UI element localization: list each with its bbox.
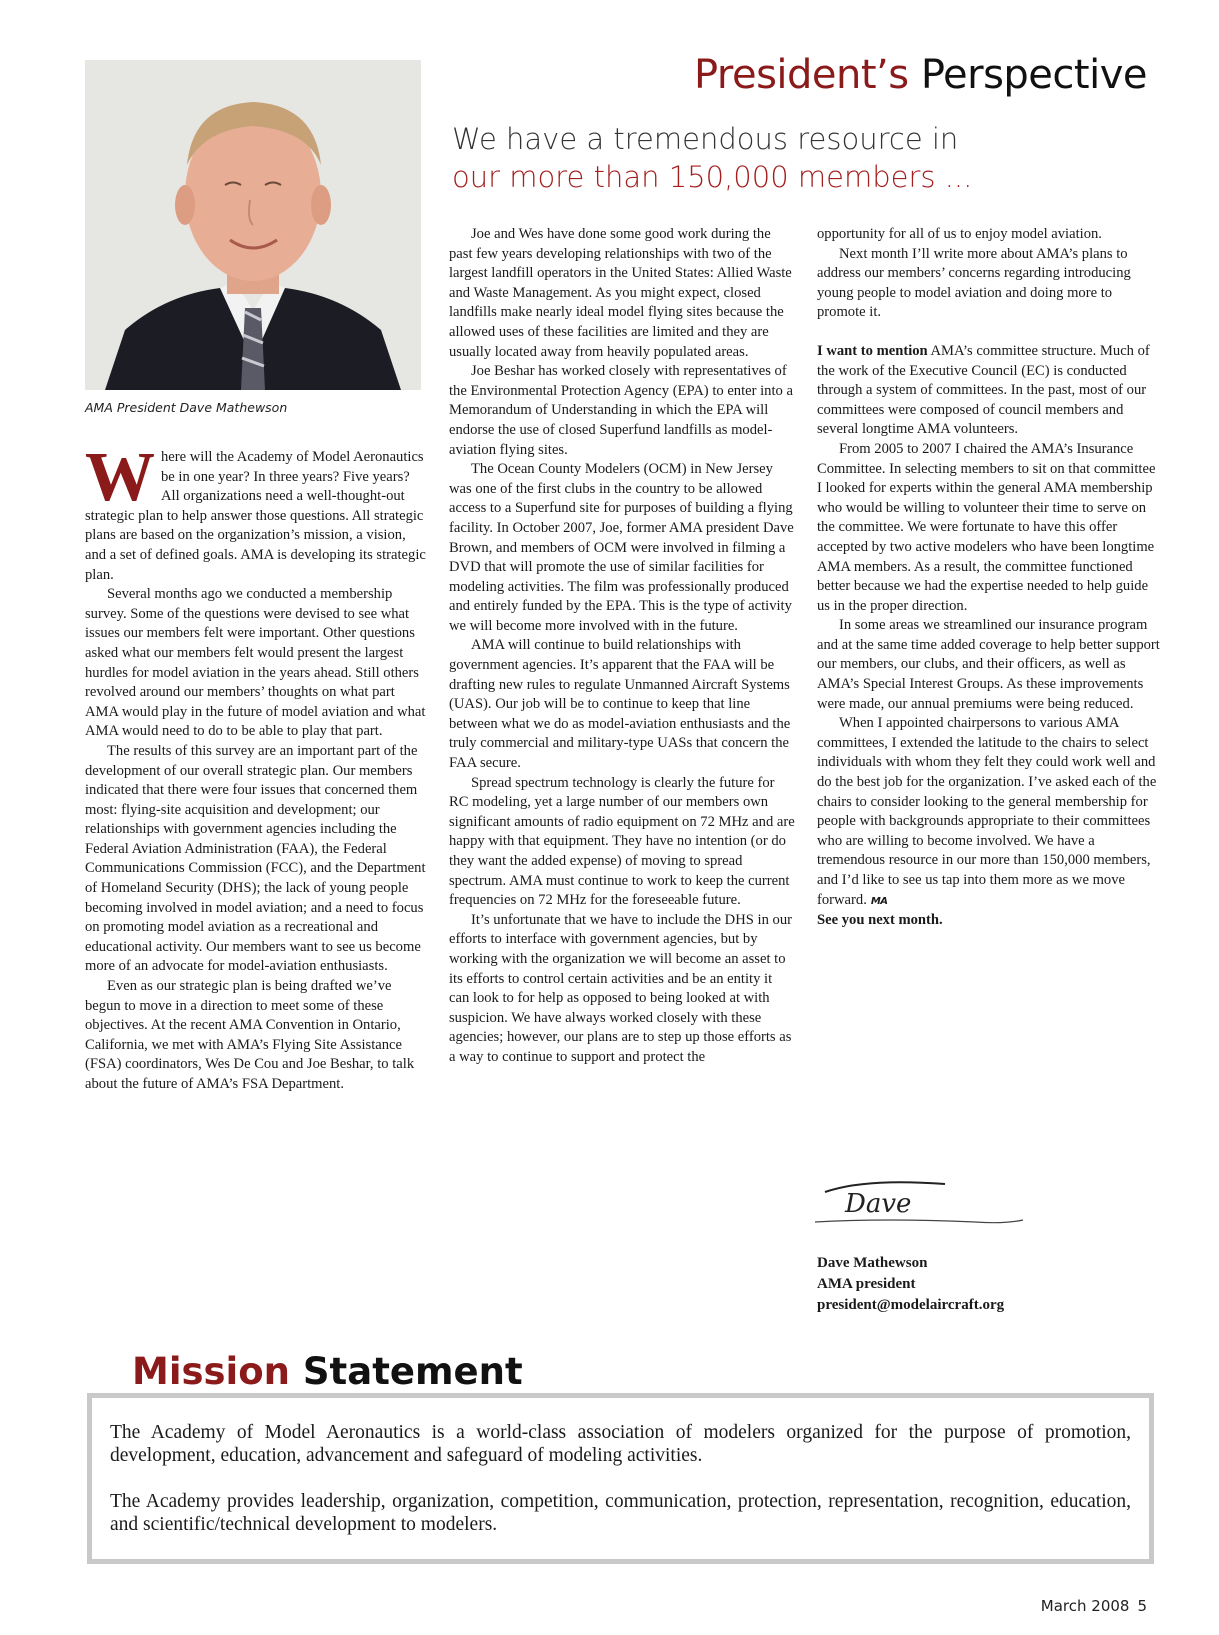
article-paragraph: Joe Beshar has worked closely with representatives of the Environmental Protection Agency (EPA) to enter into a Memorandum of Understanding in which the EPA will endorse the use of closed Superfund landfills as model-aviation flying sites.: [449, 363, 793, 458]
issue-date: March 2008: [1040, 1597, 1130, 1615]
pull-quote-line-1: We have a tremendous resource in: [452, 122, 959, 156]
president-photo: [85, 60, 421, 390]
handwritten-signature: [805, 1170, 1030, 1240]
article-paragraph: AMA will continue to build relationships with government agencies. It’s apparent that the FAA will be drafting new rules to regulate Unmanned Aircraft Systems (UAS). Our job will be to continue to keep that line between what we do as model-aviation enthusiasts and the truly commercial and military-type UASs that concern the FAA secure.: [449, 637, 791, 772]
article-paragraph: [817, 714, 1163, 911]
mission-paragraph: The Academy provides leadership, organization, competition, communication, protection, representation, recognition, education, and scientific/technical development to modelers.: [110, 1491, 1131, 1535]
article-opening-text: here will the Academy of Model Aeronautics be in one year? In three years? Five years? All organizations need a well-thought-out strategic plan to help answer those questions. All strategic plans are based on the organization’s mission, a vision, and a set of defined goals. AMA is developing its strategic plan.: [85, 449, 426, 583]
page-footer: [1041, 1597, 1147, 1615]
drop-cap: W: [85, 439, 155, 516]
mission-title-rest: Statement: [302, 1350, 523, 1393]
signature-block: [817, 1253, 1004, 1316]
signoff: See you next month.: [817, 912, 943, 929]
pull-quote-line-2: our more than 150,000 members ...: [452, 160, 973, 194]
article-paragraph: It’s unfortunate that we have to include the DHS in our efforts to interface with government agencies, but by working with the organization we will become an asset to its efforts to control certain activities and be an entity it can look to for help as opposed to being looked at with suspicion. We have always worked closely with these agencies; however, our plans are to step up those efforts as a way to continue to support and protect the: [449, 911, 792, 1065]
paragraph-text: When I appointed chairpersons to various AMA committees, I extended the latitude to the chairs to select individuals with whom they felt they could work well and do the best job for the organization. I’ve asked each of the chairs to consider looking to the general membership for people with backgrounds appropriate to their committees who are willing to become involved. We have a tremendous resource in our more than 150,000 members, and I’d like to see us tap into them more as we move forward.: [817, 715, 1157, 908]
article-column-1: [85, 439, 430, 1095]
article-paragraph: Spread spectrum technology is clearly the future for RC modeling, yet a large number of our members own significant amounts of radio equipment on 72 MHz and are happy with that equipment. They have no intention (or do they want the added expense) of moving to spread spectrum. AMA must continue to work to keep the current frequencies on 72 MHz for the foreseeable future.: [449, 774, 795, 909]
page-title-accent: President’s: [693, 52, 909, 98]
author-email: president@modelaircraft.org: [817, 1297, 1005, 1313]
article-paragraph: The Ocean County Modelers (OCM) in New Jersey was one of the first clubs in the country to be allowed access to a Superfund site for purposes of building a flying facility. In October 2007, Joe, former AMA president Dave Brown, and members of OCM were involved in filming a DVD that will promote the use of similar facilities for modeling activities. The film was professionally produced and entirely funded by the EPA. This is the type of activity we will become more involved with in the future.: [449, 461, 794, 634]
mission-title: [128, 1350, 527, 1393]
page-title: [694, 52, 1147, 98]
bold-lead-in: I want to mention: [817, 342, 928, 359]
mission-statement-box: [87, 1393, 1154, 1564]
article-paragraph: From 2005 to 2007 I chaired the AMA’s Insurance Committee. In selecting members to sit on that committee I looked for experts within the general AMA membership who would be willing to volunteer their time to serve on the committee. We were fortunate to have this offer accepted by two active modelers who have been longtime AMA members. As a result, the committee functioned better because we had the expertise needed to help guide us in the proper direction.: [817, 440, 1156, 614]
end-mark: MA: [870, 895, 888, 907]
author-title: AMA president: [817, 1276, 916, 1292]
article-paragraph: Even as our strategic plan is being drafted we’ve begun to move in a direction to meet some of these objectives. At the recent AMA Convention in Ontario, California, we met with AMA’s Flying Site Assistance (FSA) coordinators, Wes De Cou and Joe Beshar, to talk about the future of AMA’s FSA Department.: [85, 978, 415, 1092]
article-paragraph: Next month I’ll write more about AMA’s plans to address our members’ concerns regarding introducing young people to model aviation and doing more to promote it.: [817, 245, 1131, 321]
page-title-rest: Perspective: [920, 52, 1147, 98]
photo-caption: AMA President Dave Mathewson: [85, 400, 288, 415]
president-portrait-image: [85, 60, 421, 390]
author-name: Dave Mathewson: [817, 1255, 928, 1271]
article-paragraph: [817, 342, 1163, 440]
article-column-2: [449, 225, 795, 1068]
article-paragraph: Joe and Wes have done some good work during the past few years developing relationships with two of the largest landfill operators in the United States: Allied Waste and Waste Management. As you might expect, closed landfills make nearly ideal model flying sites because the allowed uses of these facilities are limited and they are usually located away from heavily populated areas.: [449, 226, 792, 360]
article-paragraph: Several months ago we conducted a membership survey. Some of the questions were devised to see what issues our members felt were important. Other questions asked what our members felt would present the largest hurdles for model aviation in the years ahead. Still others revolved around our members’ thoughts on what part AMA would play in the future of model aviation and what AMA would need to do to be able to play that part.: [85, 586, 426, 740]
mission-title-accent: Mission: [132, 1350, 290, 1393]
article-paragraph: The results of this survey are an important part of the development of our overall strategic plan. Our members indicated that there were four issues that concerned them most: flying-site acquisition and development; our relationships with government agencies including the Federal Aviation Administration (FAA), the Federal Communications Commission (FCC), and the Department of Homeland Security (DHS); the lack of young people becoming involved in model aviation; and a need to focus on promoting model aviation as a recreational and educational activity. Our members want to see us become more of an advocate for model-aviation enthusiasts.: [85, 742, 426, 975]
article-paragraph: In some areas we streamlined our insurance program and at the same time added coverage to help better support our members, our clubs, and their officers, as well as AMA’s Special Interest Groups. As these improvements were made, our annual premiums were being reduced.: [817, 617, 1160, 712]
mission-paragraph: The Academy of Model Aeronautics is a world-class association of modelers organized for the purpose of promotion, development, education, advancement and safeguard of modeling activities.: [110, 1422, 1131, 1466]
paragraph-text: AMA’s committee structure. Much of the work of the Executive Council (EC) is conducted through a system of committees. In the past, most of our committees were composed of council members and several longtime AMA volunteers.: [817, 342, 1150, 438]
pull-quote: [452, 120, 972, 196]
article-column-3: [817, 225, 1163, 931]
page-number: 5: [1137, 1597, 1147, 1615]
article-paragraph: [85, 439, 430, 585]
article-paragraph: opportunity for all of us to enjoy model aviation.: [817, 226, 1102, 242]
signature-text: Dave: [845, 1189, 912, 1219]
